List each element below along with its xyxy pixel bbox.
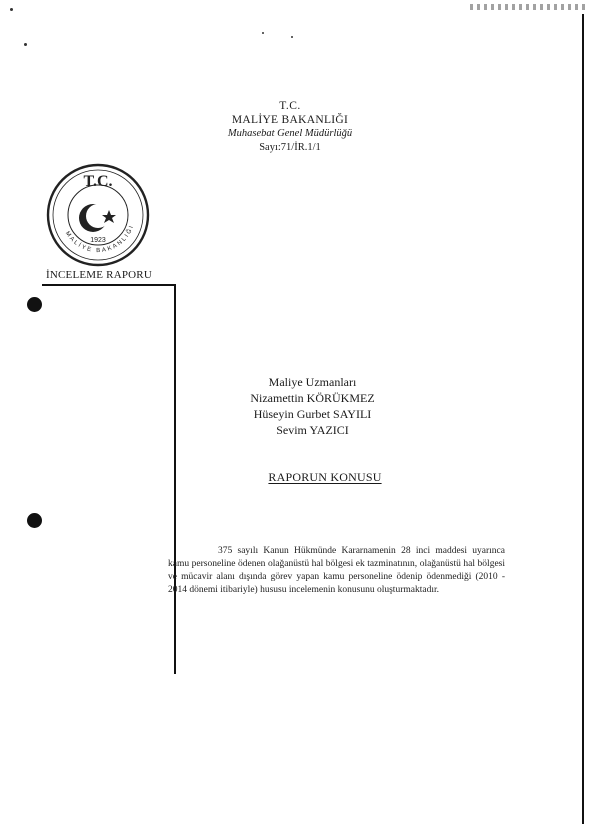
author-name: Nizamettin KÖRÜKMEZ <box>250 391 375 405</box>
authors-block <box>230 374 395 438</box>
subject-paragraph: 375 sayılı Kanun Hükmünde Kararnamenin 28 inci maddesi uyarınca kamu personeline ödenen olağanüstü hal bölgesi ek tazminatının, olağanüstü hal bölgesi ve mücavir alanı dışında görev yapan kamu personeline ödenip ödenmediği (2010 - 2014 dönemi itibariyle) hususu incelemenin konusunu oluşturmaktadır. <box>168 546 505 595</box>
seal-year: 1923 <box>90 237 106 244</box>
header-ministry: MALİYE BAKANLIĞI <box>231 114 349 126</box>
scan-speck <box>291 36 293 38</box>
seal-ring-text: MALİYE BAKANLIĞI <box>63 223 136 255</box>
document-header <box>195 99 385 155</box>
frame-line-left <box>174 284 176 674</box>
header-document-number: Sayı:71/İR.1/1 <box>259 142 321 153</box>
scan-artifact-top <box>470 4 588 10</box>
seal-top-text: T.C. <box>83 173 113 190</box>
scan-speck <box>262 32 264 34</box>
author-name: Sevim YAZICI <box>276 423 349 437</box>
scan-speck <box>24 43 27 46</box>
punch-hole-bottom <box>27 513 42 528</box>
punch-hole-top <box>27 297 42 312</box>
header-tc: T.C. <box>279 100 301 112</box>
scan-speck <box>10 8 13 11</box>
subject-heading: RAPORUN KONUSU <box>268 470 382 484</box>
author-name: Hüseyin Gurbet SAYILI <box>253 407 372 421</box>
report-type-label: İNCELEME RAPORU <box>46 269 152 281</box>
authors-role: Maliye Uzmanları <box>268 375 357 389</box>
frame-line-top <box>42 284 176 286</box>
ministry-seal <box>43 160 153 270</box>
page-right-edge <box>582 14 584 824</box>
header-directorate: Muhasebat Genel Müdürlüğü <box>227 128 353 139</box>
